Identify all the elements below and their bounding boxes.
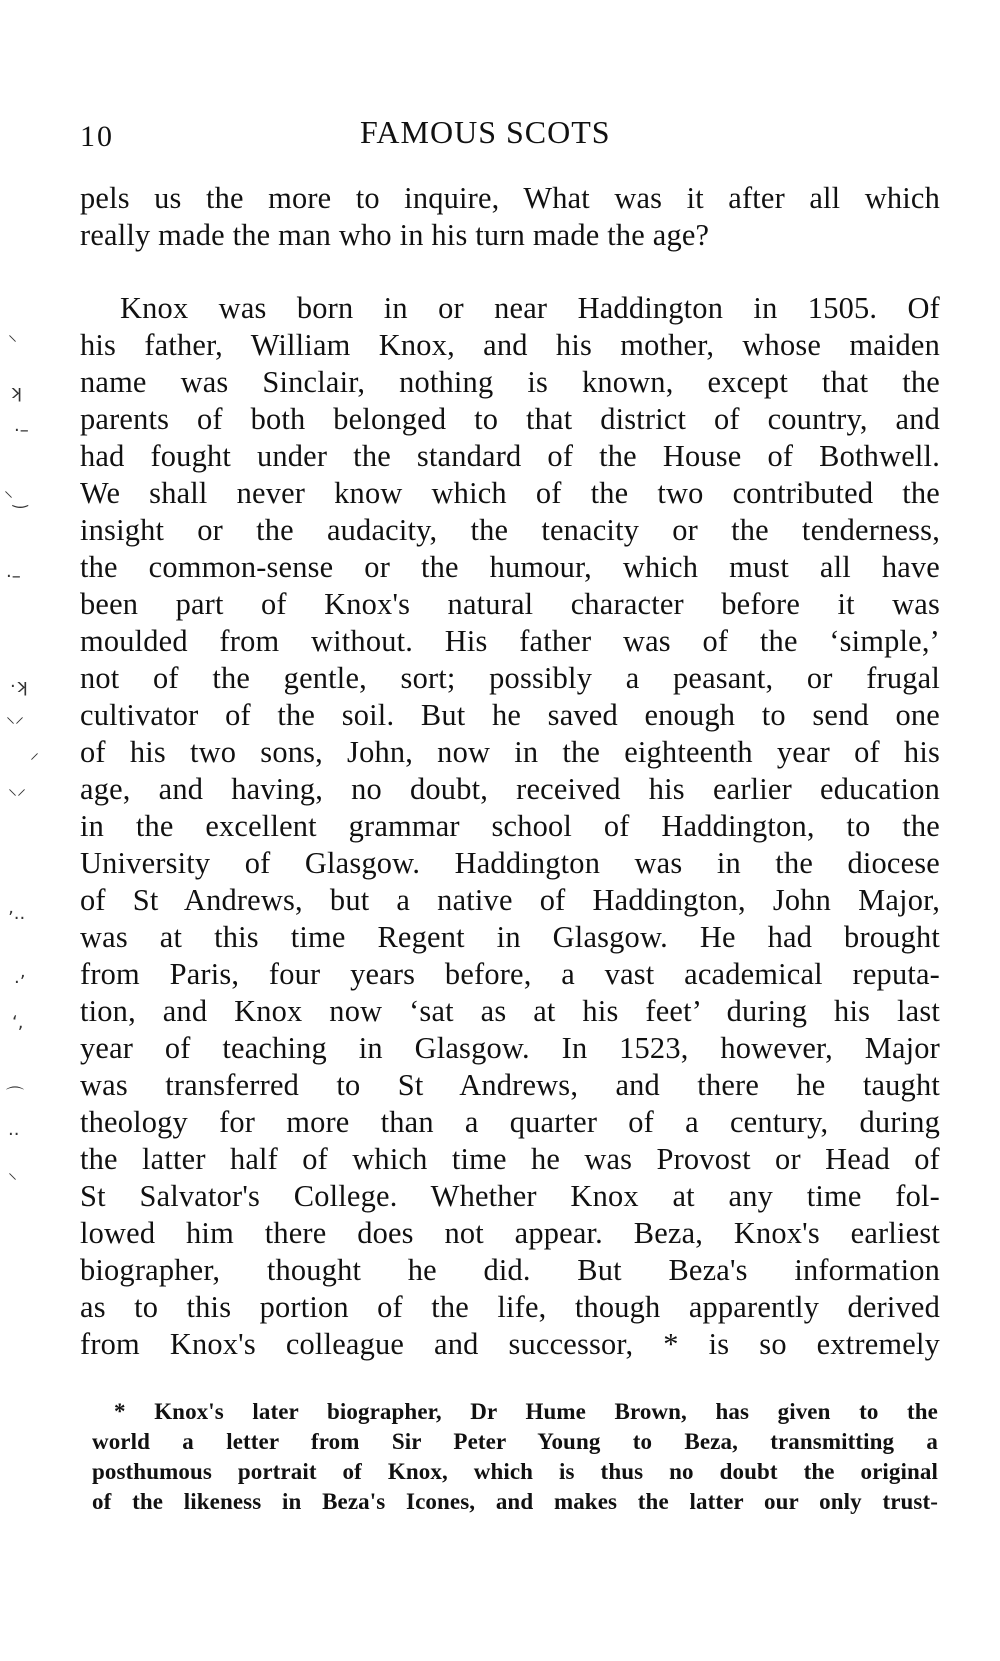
body-text: [80, 180, 940, 1363]
text-line: in the excellent grammar school of Haddington, to the: [80, 809, 940, 843]
footnote-line: * Knox's later biographer, Dr Hume Brown, has given to the: [114, 1399, 938, 1424]
text-line: moulded from without. His father was of the ‘simple,’: [80, 624, 940, 658]
text-line: lowed him there does not appear. Beza, Knox's earliest: [80, 1216, 940, 1250]
text-line: had fought under the standard of the House of Bothwell.: [80, 439, 940, 473]
running-title: FAMOUS SCOTS: [360, 114, 611, 150]
text-line: University of Glasgow. Haddington was in the diocese: [80, 846, 940, 880]
running-head: [0, 114, 1000, 164]
text-line: insight or the audacity, the tenacity or the tenderness,: [80, 513, 940, 547]
text-line: year of teaching in Glasgow. In 1523, however, Major: [80, 1031, 940, 1065]
text-line: was transferred to St Andrews, and there he taught: [80, 1068, 940, 1102]
paragraph: [80, 290, 940, 1363]
text-line: from Knox's colleague and successor, * is so extremely: [80, 1327, 940, 1361]
text-line: theology for more than a quarter of a century, during: [80, 1105, 940, 1139]
footnote-line: world a letter from Sir Peter Young to Beza, transmitting a: [92, 1429, 938, 1454]
text-line: the latter half of which time he was Provost or Head of: [80, 1142, 940, 1176]
text-line: of his two sons, John, now in the eighteenth year of his: [80, 735, 940, 769]
footnote-line: posthumous portrait of Knox, which is thus no doubt the original: [92, 1459, 938, 1484]
text-line: Knox was born in or near Haddington in 1505. Of: [120, 291, 940, 325]
footnote: [92, 1397, 938, 1517]
text-line: parents of both belonged to that district of country, and: [80, 402, 940, 436]
text-line: was at this time Regent in Glasgow. He had brought: [80, 920, 940, 954]
text-line: really made the man who in his turn made the age?: [80, 218, 710, 252]
margin-pencil-marks: ⸌ ʞ ·– ⸌‿ ·– ·ʞ ⸌⸍ ⸍ ⸌⸍ ʼ·· ·ʼ ʻ, ⌒ ·· ⸌: [4, 332, 39, 1191]
text-line: from Paris, four years before, a vast academical reputa-: [80, 957, 940, 991]
text-line: name was Sinclair, nothing is known, except that the: [80, 365, 940, 399]
text-line: age, and having, no doubt, received his earlier education: [80, 772, 940, 806]
text-line: been part of Knox's natural character before it was: [80, 587, 940, 621]
text-line: biographer, thought he did. But Beza's information: [80, 1253, 940, 1287]
text-line: We shall never know which of the two contributed the: [80, 476, 940, 510]
paragraph-continued: [80, 180, 940, 254]
text-line: cultivator of the soil. But he saved enough to send one: [80, 698, 940, 732]
text-line: tion, and Knox now ‘sat as at his feet’ during his last: [80, 994, 940, 1028]
text-line: his father, William Knox, and his mother, whose maiden: [80, 328, 940, 362]
text-line: not of the gentle, sort; possibly a peasant, or frugal: [80, 661, 940, 695]
page-number: 10: [80, 120, 114, 153]
text-line: as to this portion of the life, though apparently derived: [80, 1290, 940, 1324]
text-line: the common-sense or the humour, which must all have: [80, 550, 940, 584]
footnote-line: of the likeness in Beza's Icones, and makes the latter our only trust-: [92, 1489, 938, 1514]
text-line: pels us the more to inquire, What was it after all which: [80, 181, 940, 215]
text-line: St Salvator's College. Whether Knox at any time fol-: [80, 1179, 940, 1213]
text-line: of St Andrews, but a native of Haddington, John Major,: [80, 883, 940, 917]
